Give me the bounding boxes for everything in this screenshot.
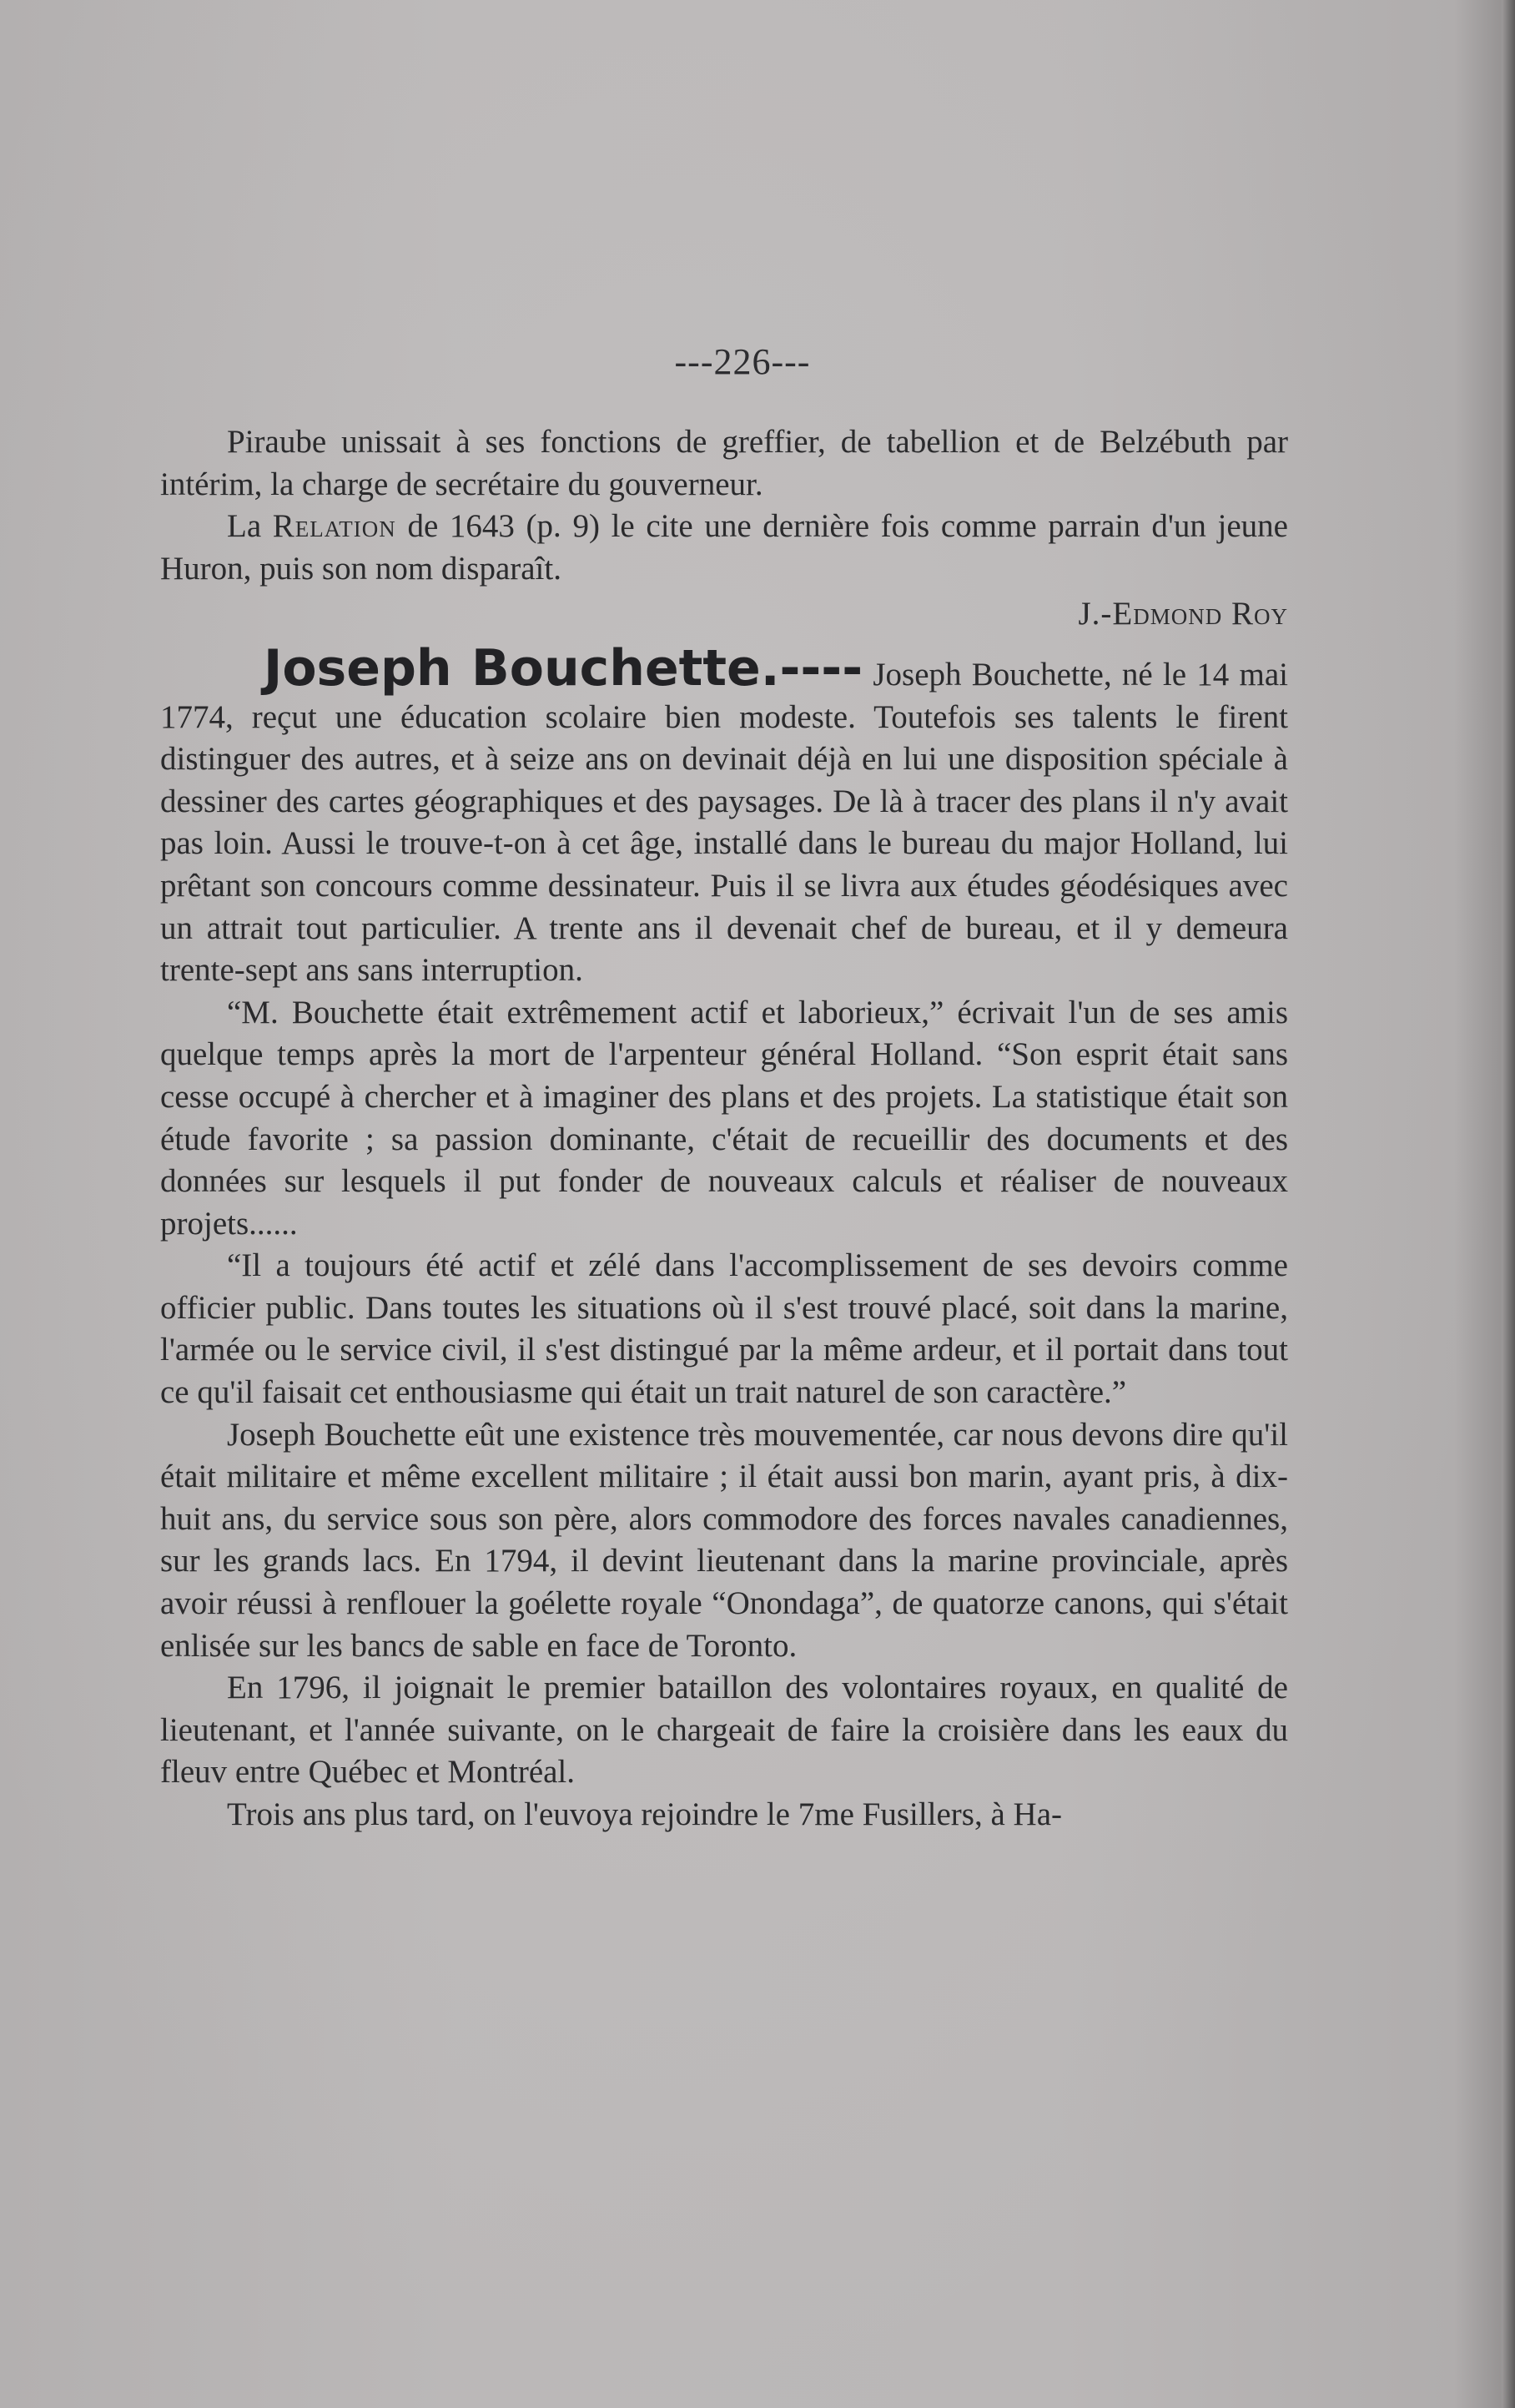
paragraph-4: “M. Bouchette était extrêmement actif et laborieux,” écrivait l'un de ses amis quelque temps après la mort de l'arpenteur général Holland. “Son esprit était sans cesse occupé à chercher et à imaginer des plans et des projets. La statistique était son étude favorite ; sa passion dominante, c'était de recueillir des documents et des données sur lesquels il put fonder de nouveaux calculs et réaliser de nouveaux projets...... — [160, 994, 1288, 1242]
author-signature: J.-Edmond Roy — [1078, 596, 1288, 632]
paragraph-7: En 1796, il joignait le premier bataillon des volontaires royaux, en qualité de lieutenant, et l'année suivante, on le chargeait de faire la croisière dans les eaux du fleuv entre Québec et Montréal. — [160, 1670, 1288, 1791]
relation-title: Relation — [272, 508, 396, 545]
paragraph-1: Piraube unissait à ses fonctions de greffier, de tabellion et de Belzébuth par intérim, la charge de secrétaire du gouverneur. — [160, 424, 1288, 502]
paragraph-2-lead: La — [227, 508, 273, 545]
paragraph-2 — [160, 506, 1288, 590]
section-heading: Joseph Bouchette.---- — [264, 638, 863, 698]
paragraph-3 — [160, 638, 1289, 992]
paragraph-3-text: Joseph Bouchette, né le 14 mai 1774, reçut une éducation scolaire bien modeste. Toutefois ses talents le firent distinguer des autres, et à seize ans on devinait déjà en lui une disposition spéciale à dessiner des cartes géographiques et des paysages. De là à tracer des plans il n'y avait pas loin. Aussi le trouve-t-on à cet âge, installé dans le bureau du major Holland, lui prêtant son concours comme dessinateur. Puis il se livra aux études géodésiques avec un attrait tout particulier. A trente ans il devenait chef de bureau, et il y demeura trente-sept ans sans interruption. — [160, 656, 1289, 989]
page-edge-shadow — [1502, 0, 1515, 2408]
paragraph-5: “Il a toujours été actif et zélé dans l'accomplissement de ses devoirs comme officier public. Dans toutes les situations où il s'est trouvé placé, soit dans la marine, l'armée ou le service civil, il s'est distingué par la même ardeur, et il portait dans tout ce qu'il faisait cet enthousiasme qui était un trait naturel de son caractère.” — [160, 1247, 1288, 1411]
paragraph-8: Trois ans plus tard, on l'euvoya rejoindre le 7me Fusillers, à Ha- — [227, 1796, 1062, 1832]
paragraph-2-rest: de 1643 (p. 9) le cite une dernière fois comme parrain d'un jeune Huron, puis son nom disparaît. — [160, 508, 1288, 587]
paragraph-6: Joseph Bouchette eût une existence très mouvementée, car nous devons dire qu'il était militaire et même excellent militaire ; il était aussi bon marin, ayant pris, à dix-huit ans, du service sous son père, alors commodore des forces navales canadiennes, sur les grands lacs. En 1794, il devint lieutenant dans la marine provinciale, après avoir réussi à renflouer la goélette royale “Onondaga”, de quatorze canons, qui s'était enlisée sur les bancs de sable en face de Toronto. — [160, 1416, 1288, 1664]
page-number: ---226--- — [674, 341, 811, 382]
body-text — [160, 421, 1288, 1836]
